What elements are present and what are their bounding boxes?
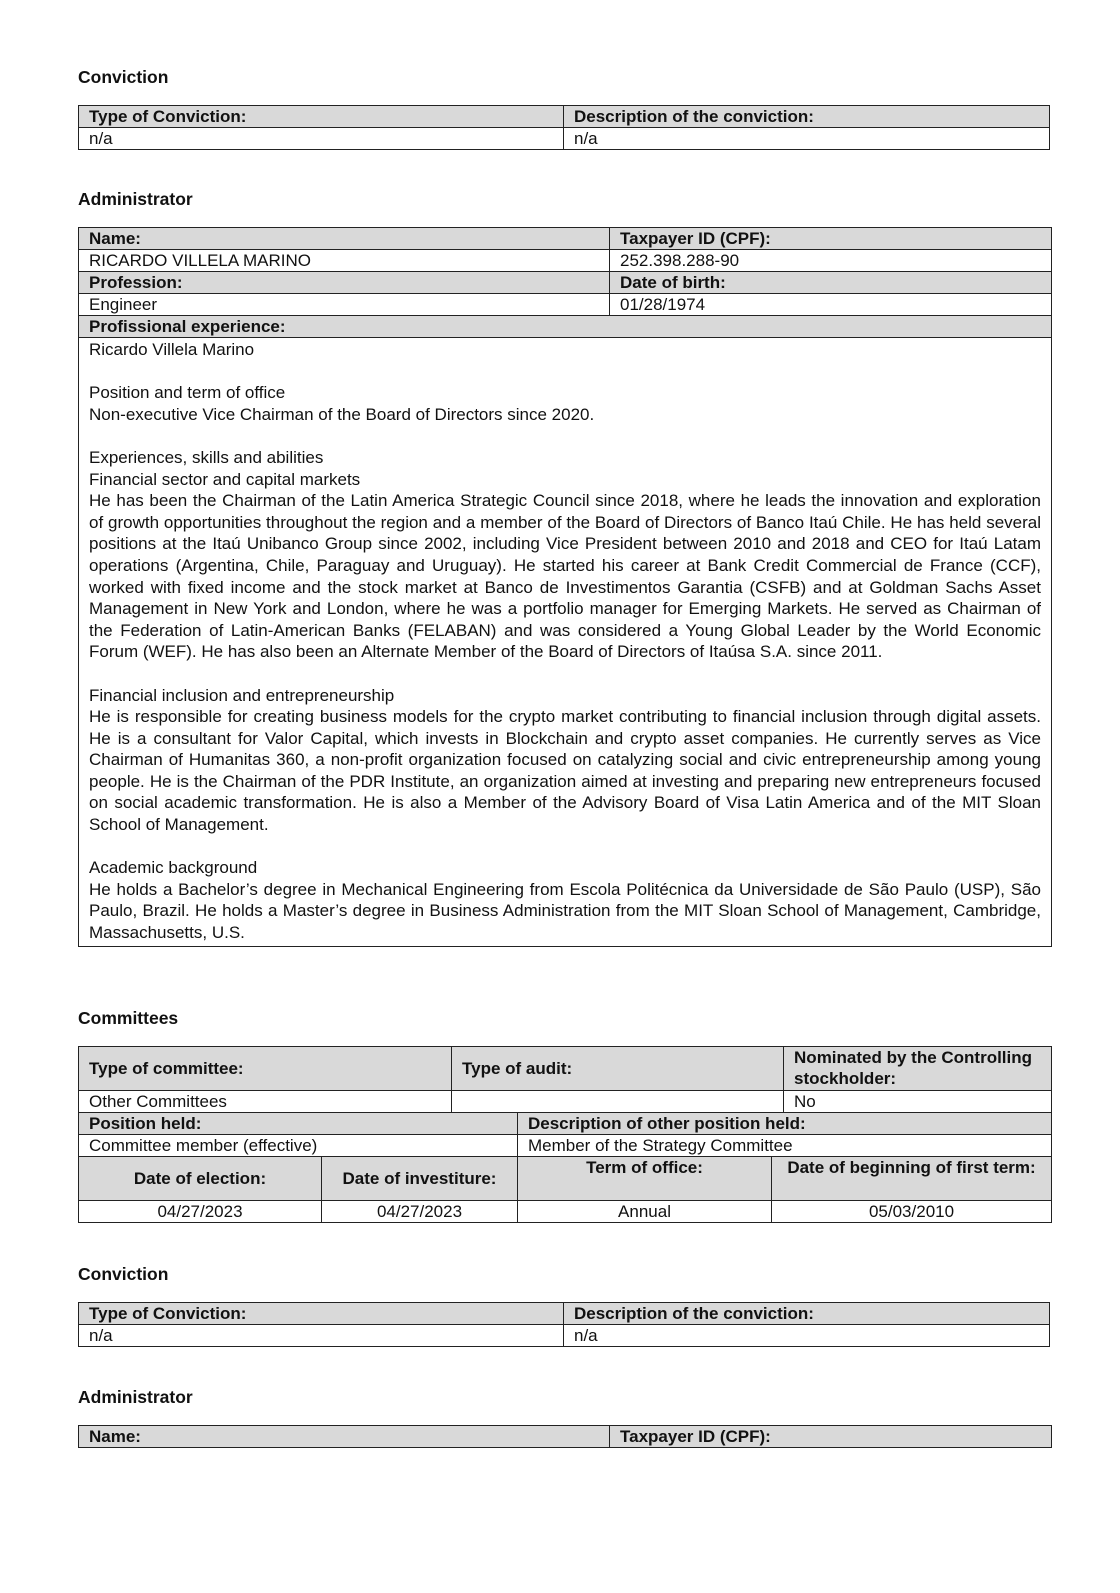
profession-value: Engineer [79, 294, 610, 316]
cpf-label: Taxpayer ID (CPF): [610, 1426, 1052, 1448]
conviction-description-value: n/a [564, 1325, 1050, 1347]
conviction-description-label: Description of the conviction: [564, 106, 1050, 128]
position-description-value: Member of the Strategy Committee [518, 1135, 1052, 1157]
position-held-label: Position held: [79, 1113, 518, 1135]
conviction-table-2 [78, 1302, 1050, 1347]
administrator-table [78, 227, 1052, 947]
experience-text [79, 338, 1052, 947]
dob-label: Date of birth: [610, 272, 1052, 294]
term-label: Term of office: [518, 1157, 772, 1201]
experience-label: Profissional experience: [79, 316, 1052, 338]
academic-text: He holds a Bachelor’s degree in Mechanical Engineering from Escola Politécnica da Universidade de São Paulo (USP), São Paulo, Brazil. He holds a Master’s degree in Business Administration from the MIT Sloan School of Management, Cambridge, Massachusetts, U.S. [89, 879, 1041, 943]
committee-type-value: Other Committees [79, 1091, 452, 1113]
skills-title: Experiences, skills and abilities [89, 447, 324, 467]
conviction-table [78, 105, 1050, 150]
nominated-value: No [784, 1091, 1052, 1113]
position-title: Position and term of office [89, 383, 286, 403]
first-term-value: 05/03/2010 [772, 1201, 1052, 1223]
name-label: Name: [79, 1426, 610, 1448]
position-description-label: Description of other position held: [518, 1113, 1052, 1135]
audit-type-label: Type of audit: [452, 1047, 784, 1091]
position-text: Non-executive Vice Chairman of the Board of Directors since 2020. [89, 404, 595, 424]
profession-label: Profession: [79, 272, 610, 294]
inclusion-title: Financial inclusion and entrepreneurship [89, 685, 395, 705]
audit-type-value [452, 1091, 784, 1113]
cpf-value: 252.398.288-90 [610, 250, 1052, 272]
first-term-label: Date of beginning of first term: [772, 1157, 1052, 1201]
investiture-date-value: 04/27/2023 [322, 1201, 518, 1223]
inclusion-text: He is responsible for creating business models for the crypto market contributing to financial inclusion through digital assets. He is a consultant for Valor Capital, which invests in Blockchain and crypto asset companies. He currently serves as Vice Chairman of Humanitas 360, a non-profit organization focused on catalyzing social and civic entrepreneurship among young people. He is the Chairman of the PDR Institute, an organization aimed at investing and preparing new entrepreneurs focused on social academic transformation. He is also a Member of the Advisory Board of Visa Latin America and of the MIT Sloan School of Management. [89, 707, 1041, 835]
financial-text: He has been the Chairman of the Latin America Strategic Council since 2018, where he leads the innovation and exploration of growth opportunities throughout the region and a member of the Board of Directors of Banco Itaú Chile. He has held several positions at the Itaú Unibanco Group since 2002, including Vice President between 2010 and 2018 and CEO for Itaú Latam operations (Argentina, Chile, Paraguay and Uruguay). He started his career at Bank Credit Commercial de France (CCF), worked with fixed income and the stock market at Banco de Investimentos Garantia (CSFB) and at Goldman Sachs Asset Management in New York and London, where he was a portfolio manager for Emerging Markets. He served as Chairman of the Federation of Latin-American Banks (FELABAN) and was considered a Young Global Leader by the World Economic Forum (WEF). He has also been an Alternate Member of the Board of Directors of Itaúsa S.A. since 2011. [89, 491, 1041, 662]
section-heading-committees: Committees [78, 1008, 179, 1028]
investiture-date-label: Date of investiture: [322, 1157, 518, 1201]
dob-value: 01/28/1974 [610, 294, 1052, 316]
committees-table [78, 1046, 1052, 1223]
financial-title: Financial sector and capital markets [89, 469, 361, 489]
name-value: RICARDO VILLELA MARINO [79, 250, 610, 272]
type-of-conviction-value: n/a [79, 128, 564, 150]
administrator-table-2 [78, 1425, 1052, 1448]
type-of-conviction-label: Type of Conviction: [79, 1303, 564, 1325]
type-of-conviction-value: n/a [79, 1325, 564, 1347]
section-heading-administrator: Administrator [78, 189, 193, 209]
election-date-value: 04/27/2023 [79, 1201, 322, 1223]
position-held-value: Committee member (effective) [79, 1135, 518, 1157]
conviction-description-label: Description of the conviction: [564, 1303, 1050, 1325]
section-heading-administrator-2: Administrator [78, 1387, 193, 1407]
cpf-label: Taxpayer ID (CPF): [610, 228, 1052, 250]
name-label: Name: [79, 228, 610, 250]
section-heading-conviction: Conviction [78, 67, 169, 87]
academic-title: Academic background [89, 858, 258, 878]
section-heading-conviction-2: Conviction [78, 1264, 169, 1284]
election-date-label: Date of election: [79, 1157, 322, 1201]
type-of-conviction-label: Type of Conviction: [79, 106, 564, 128]
committee-type-label: Type of committee: [79, 1047, 452, 1091]
experience-name: Ricardo Villela Marino [89, 340, 255, 359]
nominated-label: Nominated by the Controlling stockholder: [784, 1047, 1052, 1091]
conviction-description-value: n/a [564, 128, 1050, 150]
term-value: Annual [518, 1201, 772, 1223]
